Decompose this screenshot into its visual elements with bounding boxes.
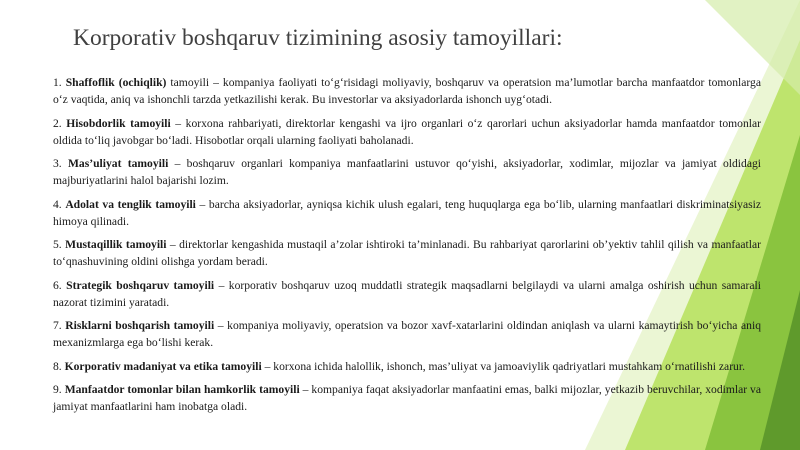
item-number: 2.: [53, 116, 62, 130]
item-text: – boshqaruv organlari kompaniya manfaatlarini ustuvor qo‘yishi, aksiyadorlar, xodimlar, mijozlar va jamiyat oldidagi majburiyatlarini halol bajarishi lozim.: [53, 157, 761, 187]
item-text: – korporativ boshqaruv uzoq muddatli strategik maqsadlarni belgilaydi va ularni amalga oshirish uchun samarali nazorat tizimini yaratadi.: [53, 278, 762, 309]
slide-title: Korporativ boshqaruv tizimining asosiy tamoyillari:: [73, 25, 563, 51]
principles-list: [53, 74, 761, 422]
item-text: – kompaniya faqat aksiyadorlar manfaatini emas, balki mijozlar, yetkazib beruvchilar, xodimlar va jamiyat manfaatlarini ham inobatga oladi.: [53, 383, 762, 413]
list-item: [53, 358, 761, 375]
item-term: Mas’uliyat tamoyili: [67, 157, 169, 170]
item-number: 9.: [53, 383, 62, 396]
item-text: tamoyili – kompaniya faoliyati to‘g‘risidagi moliyaviy, boshqaruv va operatsion ma’lumotlar barcha manfaatdor tomonlarga o‘z vaqtida, aniq va ishonchli tarzda yetkazilishi kerak. Bu investorlar va aksiyadorlarda ishonch uyg‘otadi.: [53, 76, 761, 106]
item-term: Korporativ madaniyat va etika tamoyili: [64, 359, 262, 373]
item-term: Manfaatdor tomonlar bilan hamkorlik tamoyili: [64, 383, 300, 396]
item-term: Risklarni boshqarish tamoyili: [65, 319, 215, 332]
item-term: Mustaqillik tamoyili: [65, 238, 167, 251]
list-item: [53, 115, 761, 149]
item-text: – barcha aksiyadorlar, ayniqsa kichik ulush egalari, teng huquqlarga ega bo‘lib, ularning manfaatlari diskriminatsiyasiz himoya qilinadi.: [53, 197, 762, 228]
item-term: Hisobdorlik tamoyili: [66, 116, 171, 130]
list-item: [53, 317, 761, 351]
list-item: [53, 196, 761, 230]
item-number: 3.: [53, 157, 62, 170]
item-term: Shaffoflik (ochiqlik): [65, 76, 167, 89]
item-number: 1.: [53, 76, 62, 89]
item-text: – korxona ichida halollik, ishonch, mas’uliyat va jamoaviylik qadriyatlari mustahkam o‘rnatilishi zarur.: [261, 359, 745, 373]
item-term: Adolat va tenglik tamoyili: [65, 197, 196, 211]
item-text: – direktorlar kengashida mustaqil a’zolar ishtiroki ta’minlanadi. Bu rahbariyat qarorlarini ob’yektiv tahlil qilish va manfaatlar to‘qnashuvining oldini olishga yordam beradi.: [53, 238, 762, 268]
list-item: [53, 277, 761, 311]
list-item: [53, 155, 761, 189]
list-item: [53, 74, 761, 108]
item-number: 8.: [53, 359, 62, 373]
list-item: [53, 381, 761, 415]
item-number: 5.: [53, 238, 62, 251]
item-number: 4.: [53, 197, 62, 211]
item-number: 7.: [53, 319, 62, 332]
item-number: 6.: [53, 278, 62, 292]
item-term: Strategik boshqaruv tamoyili: [66, 278, 215, 292]
item-text: – kompaniya moliyaviy, operatsion va bozor xavf-xatarlarini oldindan aniqlash va ularni kamaytirish bo‘yicha aniq mexanizmlarga ega bo‘lishi kerak.: [53, 319, 761, 349]
list-item: [53, 236, 761, 270]
item-text: – korxona rahbariyati, direktorlar kengashi va ijro organlari o‘z qarorlari uchun aksiyadorlar hamda manfaatdor tomonlar oldida to‘liq javobgar bo‘ladi. Hisobotlar orqali ularning faoliyati baholanadi.: [53, 116, 762, 147]
